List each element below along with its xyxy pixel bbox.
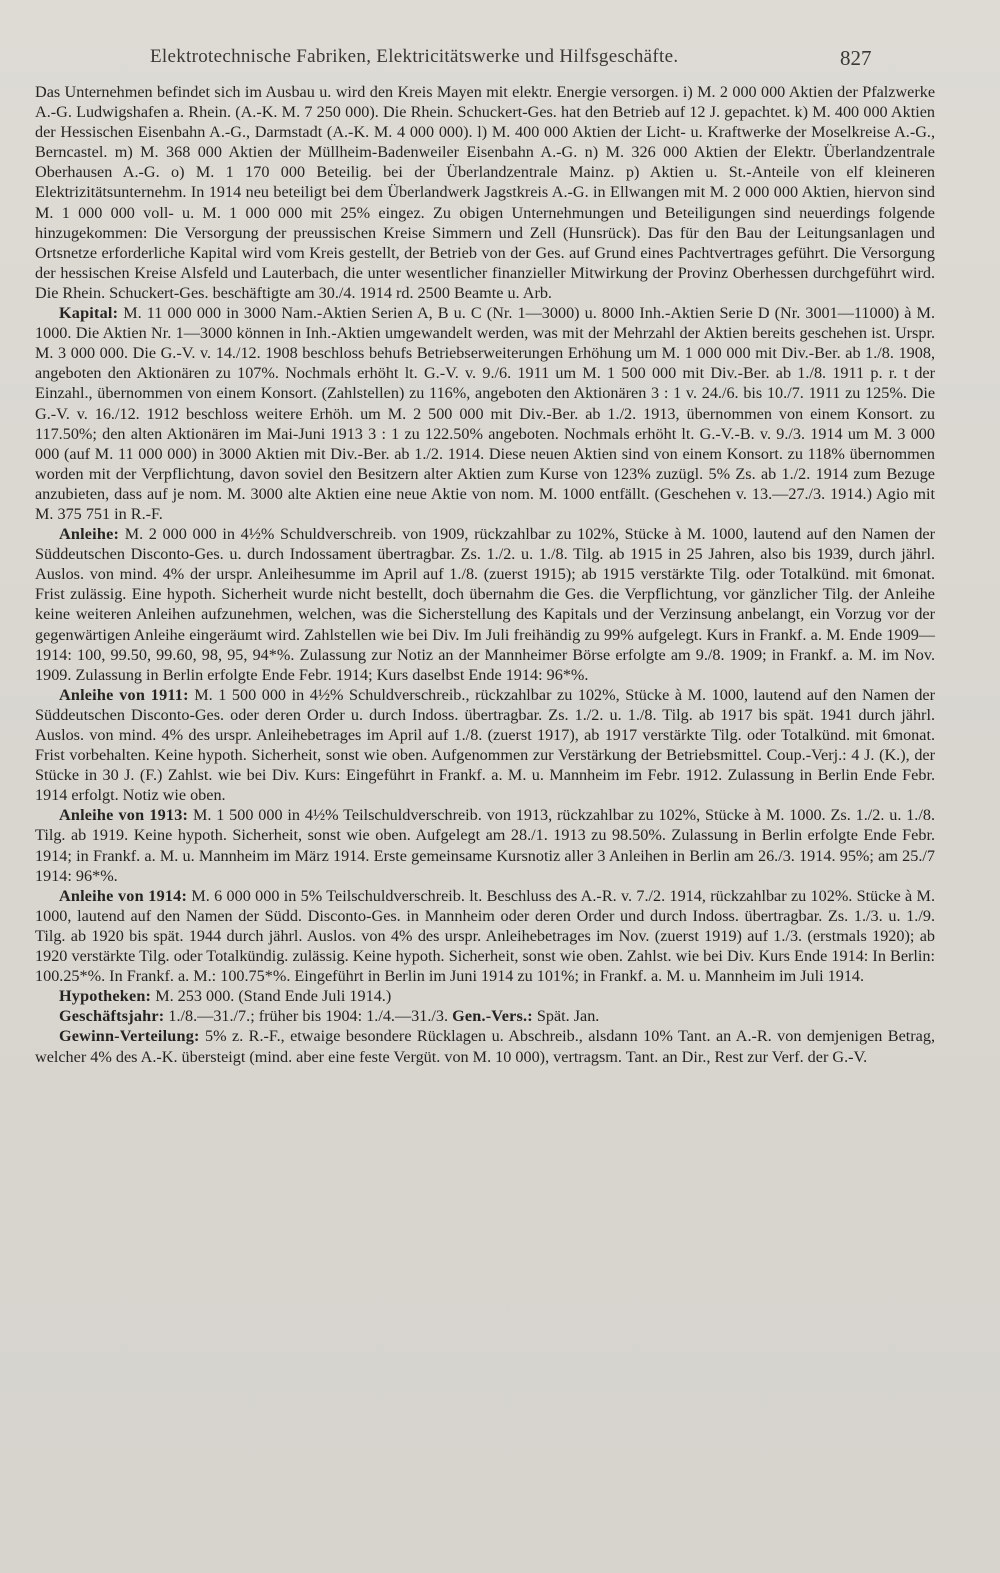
section-heading-anleihe-1911: Anleihe von 1911: xyxy=(59,685,189,704)
paragraph-hypotheken xyxy=(35,986,935,1006)
paragraph-text: M. 253 000. (Stand Ende Juli 1914.) xyxy=(151,987,392,1006)
paragraph-text: M. 6 000 000 in 5% Teilschuldverschreib. lt. Beschluss des A.-R. v. 7./2. 1914, rückzahlbar zu 102%. Stücke à M. 1000, lautend auf den Namen der Südd. Disconto-Ges. in Mannheim oder deren Order und durch Indoss. übertragbar. Zs. 1./3. u. 1./9. Tilg. ab 1920 bis spät. 1944 durch jährl. Auslos. von 4% des urspr. Anleihebetrages im Nov. (zuerst 1919) auf 1./3. (erstmals 1920); ab 1920 verstärkte Tilg. oder Totalkündig. zulässig. Keine hypoth. Sicherheit, sonst wie oben. Zahlst. wie bei Div. Kurs Ende 1914: In Berlin: 100.25*%. In Frankf. a. M.: 100.75*%. Eingeführt in Berlin im Juni 1914 zu 101%; in Frankf. a. M. u. Mannheim im Juli 1914. xyxy=(35,886,935,986)
paragraph-kapital xyxy=(35,303,935,524)
section-heading-anleihe-1913: Anleihe von 1913: xyxy=(59,806,189,825)
paragraph-text: M. 11 000 000 in 3000 Nam.-Aktien Serien A, B u. C (Nr. 1—3000) u. 8000 Inh.-Aktien Serie D (Nr. 3001—11000) à M. 1000. Die Aktien Nr. 1—3000 können in Inh.-Aktien umgewandelt werden, was mit der Mehrzahl der Aktien bereits geschehen ist. Urspr. M. 3 000 000. Die G.-V. v. 14./12. 1908 beschloss behufs Betriebserweiterungen Erhöhung um M. 1 000 000 mit Div.-Ber. ab 1./8. 1908, angeboten den Aktionären zu 107%. Nochmals erhöht lt. G.-V. v. 9./6. 1911 um M. 1 500 000 mit Div.-Ber. ab 1./8. 1911 p. r. t der Einzahl., übernommen von einem Konsort. (Zahlstellen) zu 116%, angeboten den Aktionären 3 : 1 v. 24./6. bis 10./7. 1911 zu 125%. Die G.-V. v. 16./12. 1912 beschloss weitere Erhöh. um M. 2 500 000 mit Div.-Ber. ab 1./2. 1913, übernommen von einem Konsort. zu 117.50%; den alten Aktionären im Mai-Juni 1913 3 : 1 zu 122.50% angeboten. Nochmals erhöht lt. G.-V.-B. v. 9./3. 1914 um M. 3 000 000 (auf M. 11 000 000) in 3000 Aktien mit Div.-Ber. ab 1./2. 1914. Diese neuen Aktien sind von einem Konsort. zu 118% übernommen worden mit der Verpflichtung, davon soviel den Besitzern alter Aktien zum Kurse von 123% zuzügl. 5% Zs. ab 1./2. 1914 zum Bezuge anzubieten, dass auf je nom. M. 3000 alte Aktien eine neue Aktie von nom. M. 1000 entfällt. (Geschehen v. 13.—27./3. 1914.) Agio mit M. 375 751 in R.-F. xyxy=(35,304,935,523)
paragraph-anleihe-1911 xyxy=(35,685,935,806)
paragraph-text: Spät. Jan. xyxy=(532,1007,600,1026)
body-text xyxy=(35,82,935,1067)
section-heading-anleihe: Anleihe: xyxy=(59,525,120,544)
paragraph-anleihe xyxy=(35,524,935,685)
paragraph-gewinn xyxy=(35,1026,935,1066)
section-heading-geschaeftsjahr: Geschäftsjahr: xyxy=(59,1007,165,1026)
paragraph-intro xyxy=(35,82,935,303)
running-head xyxy=(0,46,1000,72)
paragraph-text: M. 2 000 000 in 4½% Schuldverschreib. von 1909, rückzahlbar zu 102%, Stücke à M. 1000, lautend auf den Namen der Süddeutschen Disconto-Ges. u. durch Indossament übertragbar. Zs. 1./2. u. 1./8. Tilg. ab 1915 in 25 Jahren, also bis 1939, durch jährl. Auslos. von mind. 4% der urspr. Anleihesumme im April auf 1./8. (zuerst 1915); ab 1915 verstärkte Tilg. oder Totalkünd. mit 6monat. Frist zulässig. Eine hypoth. Sicherheit wurde nicht bestellt, doch übernahm die Ges. die Verpflichtung, vor gänzlicher Tilg. der Anleihe keine weiteren Anleihen aufzunehmen, welchen, was die Sicherstellung des Kapitals und der Verzinsung anbelangt, ein Vorzug vor der gegenwärtigen Anleihe eingeräumt wird. Zahlstellen wie bei Div. Im Juli freihändig zu 99% aufgelegt. Kurs in Frankf. a. M. Ende 1909—1914: 100, 99.50, 99.60, 98, 95, 94*%. Zulassung zur Notiz an der Mannheimer Börse erfolgte am 9./8. 1909; in Frankf. a. M. im Nov. 1909. Zulassung in Berlin erfolgte Ende Febr. 1914; Kurs daselbst Ende 1914: 96*%. xyxy=(35,525,935,684)
section-heading-anleihe-1914: Anleihe von 1914: xyxy=(59,886,188,905)
paragraph-text: M. 1 500 000 in 4½% Schuldverschreib., rückzahlbar zu 102%, Stücke à M. 1000, lautend auf den Namen der Süddeutschen Disconto-Ges. oder deren Order u. durch Indoss. übertragbar. Zs. 1./2. u. 1./8. Tilg. ab 1917 bis spät. 1941 durch jährl. Auslos. von mind. 4% des urspr. Anleihebetrages im April auf 1./8. (zuerst 1917), ab 1917 verstärkte Tilg. oder Totalkünd. mit 6monat. Frist vorbehalten. Keine hypoth. Sicherheit, sonst wie oben. Aufgenommen zur Verstärkung der Betriebsmittel. Coup.-Verj.: 4 J. (K.), der Stücke in 30 J. (F.) Zahlst. wie bei Div. Kurs: Eingeführt in Frankf. a. M. u. Mannheim im Febr. 1912. Zulassung in Berlin Ende Febr. 1914 erfolgt. Notiz wie oben. xyxy=(35,685,935,805)
paragraph-anleihe-1914 xyxy=(35,886,935,986)
section-heading-gen-vers: Gen.-Vers.: xyxy=(452,1007,533,1026)
section-heading-hypotheken: Hypotheken: xyxy=(59,987,152,1006)
running-title: Elektrotechnische Fabriken, Elektricitätswerke und Hilfsgeschäfte. xyxy=(150,46,679,67)
paragraph-text: 5% z. R.-F., etwaige besondere Rücklagen u. Abschreib., alsdann 10% Tant. an A.-R. von demjenigen Betrag, welcher 4% des A.-K. übersteigt (mind. aber eine feste Vergüt. von M. 10 000), vertragsm. Tant. an Dir., Rest zur Verf. der G.-V. xyxy=(35,1027,935,1066)
paragraph-text: Das Unternehmen befindet sich im Ausbau u. wird den Kreis Mayen mit elektr. Energie versorgen. i) M. 2 000 000 Aktien der Pfalzwerke A.-G. Ludwigshafen a. Rhein. (A.-K. M. 7 250 000). Die Rhein. Schuckert-Ges. hat den Betrieb auf 12 J. gepachtet. k) M. 400 000 Aktien der Hessischen Eisenbahn A.-G., Darmstadt (A.-K. M. 4 000 000). l) M. 400 000 Aktien der Licht- u. Kraftwerke der Moselkreise A.-G., Berncastel. m) M. 368 000 Aktien der Müllheim-Badenweiler Eisenbahn A.-G. n) M. 326 000 Aktien der Elektr. Überlandzentrale Oberhausen A.-G. o) M. 1 170 000 Beteilig. bei der Überlandzentrale Mainz. p) Aktien u. St.-Anteile von elf kleineren Elektrizitätsunternehm. In 1914 neu beteiligt bei dem Überlandwerk Jagstkreis A.-G. in Ellwangen mit M. 2 000 000 Aktien, hiervon sind M. 1 000 000 voll- u. M. 1 000 000 mit 25% eingez. Zu obigen Unternehmungen und Beteiligungen sind neuerdings folgende hinzugekommen: Die Versorgung der preussischen Kreise Simmern und Zell (Hunsrück). Das für den Bau der Leitungsanlagen und Ortsnetze erforderliche Kapital wird vom Kreis gestellt, der Betrieb von der Ges. auf Grund eines Pachtvertrages geführt. Die Versorgung der hessischen Kreise Alsfeld und Lauterbach, die unter wesentlicher finanzieller Mitwirkung der Provinz Oberhessen durchgeführt wird. Die Rhein. Schuckert-Ges. beschäftigte am 30./4. 1914 rd. 2500 Beamte u. Arb. xyxy=(35,83,935,302)
section-heading-kapital: Kapital: xyxy=(59,304,119,323)
paragraph-anleihe-1913 xyxy=(35,805,935,885)
paragraph-text: M. 1 500 000 in 4½% Teilschuldverschreib. von 1913, rückzahlbar zu 102%, Stücke à M. 1000. Zs. 1./2. u. 1./8. Tilg. ab 1919. Keine hypoth. Sicherheit, sonst wie oben. Aufgelegt am 28./1. 1913 zu 98.50%. Zulassung in Berlin erfolgte Ende Febr. 1914; in Frankf. a. M. u. Mannheim im März 1914. Erste gemeinsame Kursnotiz aller 3 Anleihen in Berlin am 26./3. 1914. 95%; am 25./7 1914: 96*%. xyxy=(35,806,935,885)
section-heading-gewinn: Gewinn-Verteilung: xyxy=(59,1027,200,1046)
paragraph-text: 1./8.—31./7.; früher bis 1904: 1./4.—31./3. xyxy=(164,1007,453,1026)
page-number: 827 xyxy=(840,46,872,70)
paragraph-geschaeftsjahr xyxy=(35,1006,935,1026)
